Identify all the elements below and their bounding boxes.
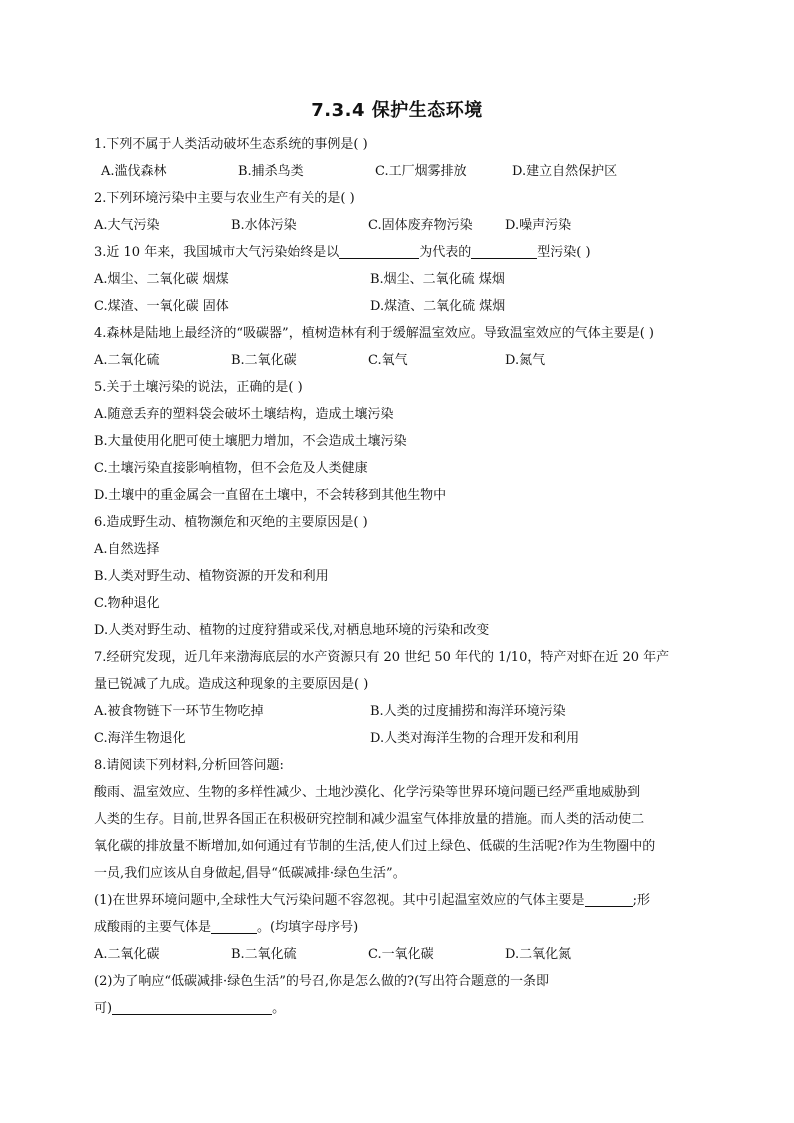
question-list [94, 131, 706, 1022]
q6-option-d: D.人类对野生动、植物的过度狩猎或采伐,对栖息地环境的污染和改变 [94, 623, 490, 638]
q1-option-b: B.捕杀鸟类 [238, 164, 304, 179]
q8-stem: 8.请阅读下列材料,分析回答问题: [94, 758, 284, 773]
q8-options [94, 941, 706, 968]
q8-material-line-2: 人类的生存。目前,世界各国正在积极研究控制和减少温室气体排放量的措施。而人类的活动使二 [94, 812, 645, 827]
q3-options-row-1 [94, 266, 706, 293]
q8-material-line-1: 酸雨、温室效应、生物的多样性减少、土地沙漠化、化学污染等世界环境问题已经严重地威胁到 [94, 785, 641, 800]
q8-sub1-blank-2[interactable] [211, 919, 257, 934]
q5-option-c: C.土壤污染直接影响植物，但不会危及人类健康 [94, 461, 368, 476]
q6-option-b: B.人类对野生动、植物资源的开发和利用 [94, 569, 329, 584]
q2-option-b: B.水体污染 [231, 218, 297, 233]
q3-option-c: C.煤渣、一氧化碳 固体 [94, 299, 229, 314]
q3-stem-part-a: 3.近 10 年来，我国城市大气污染始终是以 [94, 245, 340, 260]
q5-stem: 5.关于土壤污染的说法，正确的是( ) [94, 380, 303, 395]
q6-option-a: A.自然选择 [94, 542, 160, 557]
q1-option-d: D.建立自然保护区 [512, 164, 618, 179]
q4-option-c: C.氧气 [368, 353, 408, 368]
q8-option-b: B.二氧化硫 [231, 947, 297, 962]
q8-sub1-part-a: (1)在世界环境问题中,全球性大气污染问题不容忽视。其中引起温室效应的气体主要是 [94, 893, 585, 908]
q5-option-b: B.大量使用化肥可使土壤肥力增加，不会造成土壤污染 [94, 434, 407, 449]
q3-option-d: D.煤渣、二氧化硫 煤烟 [370, 299, 506, 314]
q7-option-a: A.被食物链下一环节生物吃掉 [94, 704, 264, 719]
q8-sub2-part-c: 。 [272, 1001, 286, 1016]
q8-sub1-part-d: 。(均填字母序号) [257, 920, 359, 935]
q8-sub2-line-2 [94, 995, 706, 1022]
q8-option-a: A.二氧化碳 [94, 947, 160, 962]
q4-stem: 4.森林是陆地上最经济的“吸碳器”，植树造林有利于缓解温室效应。导致温室效应的气体主要是( ) [94, 326, 654, 341]
q3-blank-2[interactable] [471, 244, 537, 259]
q3-stem-part-c: 型污染( ) [537, 245, 591, 260]
q3-stem [94, 239, 706, 266]
q3-option-b: B.烟尘、二氧化硫 煤烟 [370, 272, 505, 287]
q8-material-line-4: 一员,我们应该从自身做起,倡导“低碳减排·绿色生活”。 [94, 866, 406, 881]
q8-sub1-line-1 [94, 887, 706, 914]
page-title: 7.3.4 保护生态环境 [311, 100, 483, 121]
q8-sub2-part-b: 可) [94, 1001, 113, 1016]
q8-sub1-line-2 [94, 914, 706, 941]
q3-option-a: A.烟尘、二氧化碳 烟煤 [94, 272, 229, 287]
q8-sub1-part-b: ;形 [632, 893, 650, 908]
q1-option-a: A.滥伐森林 [101, 164, 167, 179]
q6-stem: 6.造成野生动、植物濒危和灭绝的主要原因是( ) [94, 515, 368, 530]
q2-options [94, 212, 706, 239]
q7-options-row-1 [94, 698, 706, 725]
q7-stem-line-1: 7.经研究发现，近几年来渤海底层的水产资源只有 20 世纪 50 年代的 1/10，特产对虾在近 20 年产 [94, 650, 670, 665]
q1-options [94, 158, 706, 185]
q5-option-d: D.土壤中的重金属会一直留在土壤中，不会转移到其他生物中 [94, 488, 447, 503]
q2-stem: 2.下列环境污染中主要与农业生产有关的是( ) [94, 191, 355, 206]
q1-stem: 1.下列不属于人类活动破坏生态系统的事例是( ) [94, 137, 368, 152]
q3-stem-part-b: 为代表的 [419, 245, 472, 260]
q2-option-a: A.大气污染 [94, 218, 160, 233]
q2-option-c: C.固体废弃物污染 [368, 218, 473, 233]
q5-option-a: A.随意丢弃的塑料袋会破坏土壤结构，造成土壤污染 [94, 407, 394, 422]
q8-sub2-blank[interactable] [112, 1000, 272, 1015]
q4-options [94, 347, 706, 374]
q8-material-line-3: 氧化碳的排放量不断增加,如何通过有节制的生活,使人们过上绿色、低碳的生活呢?作为生物圈中的 [94, 839, 656, 854]
q8-sub1-blank-1[interactable] [585, 892, 633, 907]
q7-option-c: C.海洋生物退化 [94, 731, 186, 746]
q4-option-b: B.二氧化碳 [231, 353, 297, 368]
q8-option-d: D.二氧化氮 [505, 947, 572, 962]
q6-option-c: C.物种退化 [94, 596, 160, 611]
q4-option-a: A.二氧化硫 [94, 353, 160, 368]
q7-option-d: D.人类对海洋生物的合理开发和利用 [370, 731, 580, 746]
q7-stem-line-2: 量已锐减了九成。造成这种现象的主要原因是( ) [94, 677, 369, 692]
q1-option-c: C.工厂烟雾排放 [375, 164, 467, 179]
q3-options-row-2 [94, 293, 706, 320]
q8-option-c: C.一氧化碳 [368, 947, 434, 962]
q2-option-d: D.噪声污染 [505, 218, 572, 233]
q4-option-d: D.氮气 [505, 353, 546, 368]
q3-blank-1[interactable] [339, 244, 419, 259]
q7-option-b: B.人类的过度捕捞和海洋环境污染 [370, 704, 566, 719]
q8-sub2-line-1: (2)为了响应“低碳减排·绿色生活”的号召,你是怎么做的?(写出符合题意的一条即 [94, 974, 550, 989]
q7-options-row-2 [94, 725, 706, 752]
q8-sub1-part-c: 成酸雨的主要气体是 [94, 920, 212, 935]
